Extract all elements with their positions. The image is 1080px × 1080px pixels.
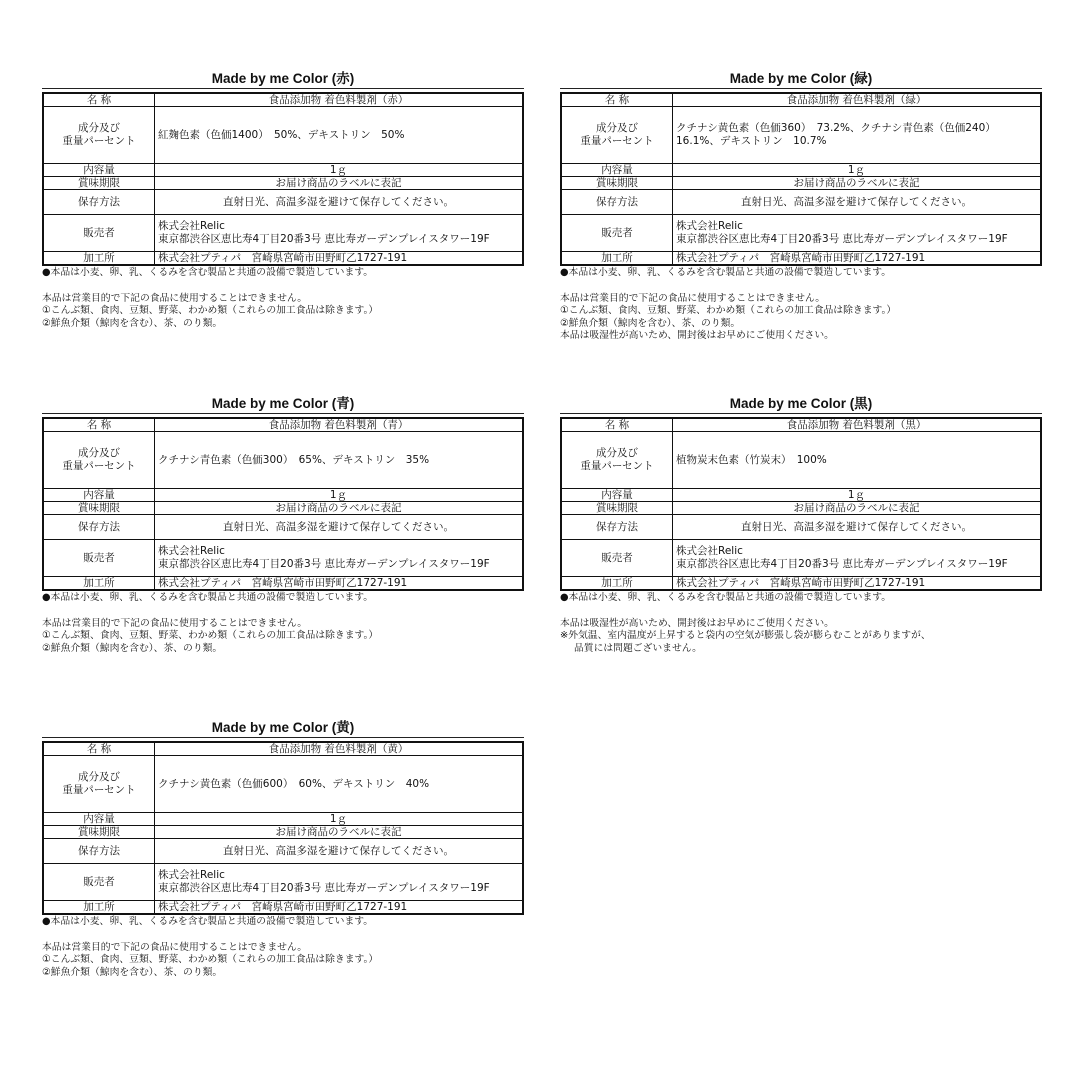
seller-key: 販売者 (43, 215, 155, 252)
note-line: 本品は営業目的で下記の食品に使用することはできません。 (42, 292, 308, 304)
processor-key: 加工所 (43, 252, 155, 266)
notes (42, 267, 524, 330)
label-panel-yellow (42, 719, 524, 979)
storage-value: 直射日光、高温多湿を避けて保存してください。 (673, 190, 1042, 215)
seller-key: 販売者 (43, 864, 155, 901)
note-line: ①こんぶ類、食肉、豆類、野菜、わかめ類（これらの加工食品は除きます。） (560, 305, 897, 316)
name-key: 名 称 (43, 418, 155, 432)
name-value: 食品添加物 着色料製剤（黄） (155, 742, 524, 756)
note-line: 本品は営業目的で下記の食品に使用することはできません。 (42, 941, 308, 953)
notes (42, 916, 524, 979)
processor-key: 加工所 (43, 901, 155, 915)
panel-title: Made by me Color (赤) (42, 70, 524, 89)
name-key: 名 称 (561, 93, 673, 107)
expiry-key: 賞味期限 (43, 177, 155, 190)
storage-key: 保存方法 (561, 190, 673, 215)
note-line: ②鮮魚介類（鯨肉を含む）、茶、のり類。 (560, 317, 741, 329)
note-line: 本品は吸湿性が高いため、開封後はお早めにご使用ください。 (560, 330, 834, 341)
content-value: 1ｇ (673, 164, 1042, 177)
processor-value: 株式会社プティパ 宮崎県宮崎市田野町乙1727-191 (155, 901, 524, 915)
name-key: 名 称 (43, 742, 155, 756)
note-line: ①こんぶ類、食肉、豆類、野菜、わかめ類（これらの加工食品は除きます。） (42, 954, 379, 965)
notes (560, 267, 1042, 343)
content-value: 1ｇ (155, 164, 524, 177)
expiry-value: お届け商品のラベルに表記 (155, 177, 524, 190)
note-line: 品質には問題ございません。 (574, 642, 702, 654)
expiry-value: お届け商品のラベルに表記 (673, 502, 1042, 515)
processor-value: 株式会社プティパ 宮崎県宮崎市田野町乙1727-191 (155, 577, 524, 591)
notes (42, 592, 524, 655)
name-value: 食品添加物 着色料製剤（黒） (673, 418, 1042, 432)
expiry-value: お届け商品のラベルに表記 (155, 502, 524, 515)
seller-key: 販売者 (561, 215, 673, 252)
notes (560, 592, 1042, 655)
name-key: 名 称 (43, 93, 155, 107)
seller-value: 株式会社Relic 東京都渋谷区恵比寿4丁目20番3号 恵比寿ガーデンプレイスタワー19F (673, 540, 1042, 577)
name-value: 食品添加物 着色料製剤（青） (155, 418, 524, 432)
note-line: ●本品は小麦、卵、乳、くるみを含む製品と共通の設備で製造しています。 (560, 267, 892, 278)
note-line: ②鮮魚介類（鯨肉を含む）、茶、のり類。 (42, 317, 223, 329)
seller-value: 株式会社Relic 東京都渋谷区恵比寿4丁目20番3号 恵比寿ガーデンプレイスタワー19F (673, 215, 1042, 252)
seller-value: 株式会社Relic 東京都渋谷区恵比寿4丁目20番3号 恵比寿ガーデンプレイスタワー19F (155, 540, 524, 577)
note-line: ①こんぶ類、食肉、豆類、野菜、わかめ類（これらの加工食品は除きます。） (42, 630, 379, 641)
expiry-key: 賞味期限 (561, 502, 673, 515)
panel-title: Made by me Color (青) (42, 395, 524, 414)
ingredients-key: 成分及び 重量パーセント (43, 107, 155, 164)
ingredients-key: 成分及び 重量パーセント (43, 432, 155, 489)
note-line: 本品は営業目的で下記の食品に使用することはできません。 (560, 292, 826, 304)
label-panel-green (560, 70, 1042, 343)
ingredients-key: 成分及び 重量パーセント (561, 107, 673, 164)
storage-value: 直射日光、高温多湿を避けて保存してください。 (155, 839, 524, 864)
ingredients-value: 植物炭末色素（竹炭末） 100% (673, 432, 1042, 489)
note-line: ●本品は小麦、卵、乳、くるみを含む製品と共通の設備で製造しています。 (42, 267, 374, 278)
storage-key: 保存方法 (43, 190, 155, 215)
ingredients-key: 成分及び 重量パーセント (561, 432, 673, 489)
storage-key: 保存方法 (43, 839, 155, 864)
label-table (42, 417, 524, 591)
storage-key: 保存方法 (43, 515, 155, 540)
note-line: ●本品は小麦、卵、乳、くるみを含む製品と共通の設備で製造しています。 (42, 916, 374, 927)
ingredients-value: クチナシ青色素（色価300） 65%、デキストリン 35% (155, 432, 524, 489)
label-panel-blue (42, 395, 524, 655)
content-value: 1ｇ (673, 489, 1042, 502)
content-key: 内容量 (43, 489, 155, 502)
content-key: 内容量 (43, 813, 155, 826)
storage-key: 保存方法 (561, 515, 673, 540)
label-panel-black (560, 395, 1042, 655)
storage-value: 直射日光、高温多湿を避けて保存してください。 (155, 515, 524, 540)
label-table (560, 417, 1042, 591)
processor-value: 株式会社プティパ 宮崎県宮崎市田野町乙1727-191 (155, 252, 524, 266)
expiry-value: お届け商品のラベルに表記 (673, 177, 1042, 190)
panel-title: Made by me Color (緑) (560, 70, 1042, 89)
storage-value: 直射日光、高温多湿を避けて保存してください。 (155, 190, 524, 215)
note-line: 本品は吸湿性が高いため、開封後はお早めにご使用ください。 (560, 617, 834, 629)
label-panel-red (42, 70, 524, 330)
ingredients-key: 成分及び 重量パーセント (43, 756, 155, 813)
content-key: 内容量 (561, 164, 673, 177)
note-line: ●本品は小麦、卵、乳、くるみを含む製品と共通の設備で製造しています。 (42, 592, 374, 603)
processor-value: 株式会社プティパ 宮崎県宮崎市田野町乙1727-191 (673, 577, 1042, 591)
note-line: 本品は営業目的で下記の食品に使用することはできません。 (42, 617, 308, 629)
ingredients-value: 紅麹色素（色価1400） 50%、デキストリン 50% (155, 107, 524, 164)
expiry-key: 賞味期限 (43, 826, 155, 839)
expiry-value: お届け商品のラベルに表記 (155, 826, 524, 839)
note-line: ●本品は小麦、卵、乳、くるみを含む製品と共通の設備で製造しています。 (560, 592, 892, 603)
note-line: ※外気温、室内温度が上昇すると袋内の空気が膨張し袋が膨らむことがありますが、 (560, 630, 931, 641)
storage-value: 直射日光、高温多湿を避けて保存してください。 (673, 515, 1042, 540)
expiry-key: 賞味期限 (561, 177, 673, 190)
seller-value: 株式会社Relic 東京都渋谷区恵比寿4丁目20番3号 恵比寿ガーデンプレイスタワー19F (155, 215, 524, 252)
expiry-key: 賞味期限 (43, 502, 155, 515)
label-table (42, 92, 524, 266)
ingredients-value: クチナシ黄色素（色価600） 60%、デキストリン 40% (155, 756, 524, 813)
processor-value: 株式会社プティパ 宮崎県宮崎市田野町乙1727-191 (673, 252, 1042, 266)
name-value: 食品添加物 着色料製剤（緑） (673, 93, 1042, 107)
content-value: 1ｇ (155, 813, 524, 826)
label-table (560, 92, 1042, 266)
processor-key: 加工所 (561, 577, 673, 591)
seller-key: 販売者 (43, 540, 155, 577)
name-key: 名 称 (561, 418, 673, 432)
note-line: ②鮮魚介類（鯨肉を含む）、茶、のり類。 (42, 966, 223, 978)
seller-value: 株式会社Relic 東京都渋谷区恵比寿4丁目20番3号 恵比寿ガーデンプレイスタワー19F (155, 864, 524, 901)
ingredients-value: クチナシ黄色素（色価360） 73.2%、クチナシ青色素（色価240） 16.1%、デキストリン 10.7% (673, 107, 1042, 164)
note-line: ②鮮魚介類（鯨肉を含む）、茶、のり類。 (42, 642, 223, 654)
processor-key: 加工所 (561, 252, 673, 266)
content-key: 内容量 (561, 489, 673, 502)
processor-key: 加工所 (43, 577, 155, 591)
note-line: ①こんぶ類、食肉、豆類、野菜、わかめ類（これらの加工食品は除きます。） (42, 305, 379, 316)
label-table (42, 741, 524, 915)
content-value: 1ｇ (155, 489, 524, 502)
seller-key: 販売者 (561, 540, 673, 577)
name-value: 食品添加物 着色料製剤（赤） (155, 93, 524, 107)
panel-title: Made by me Color (黄) (42, 719, 524, 738)
panel-title: Made by me Color (黒) (560, 395, 1042, 414)
content-key: 内容量 (43, 164, 155, 177)
